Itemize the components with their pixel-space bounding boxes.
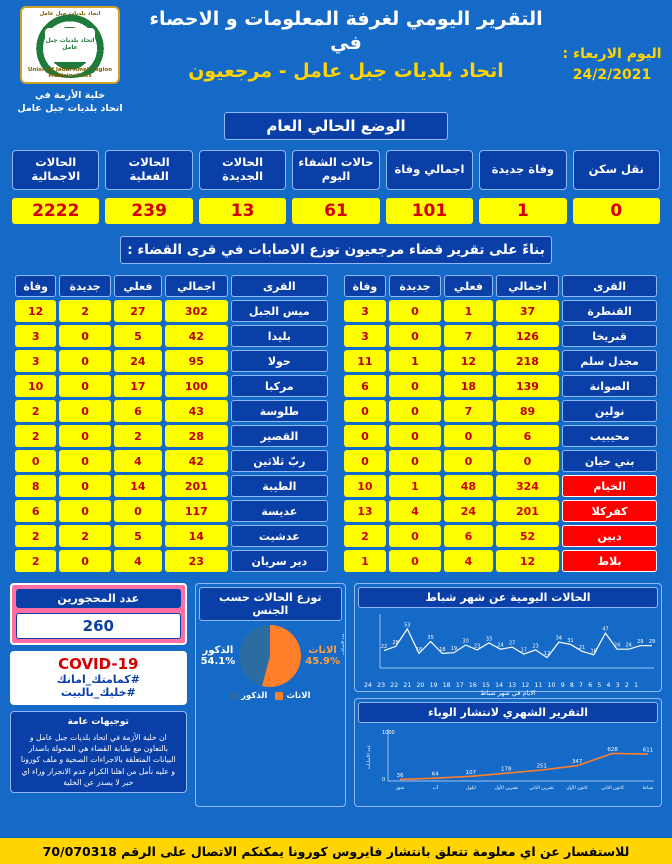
- cell-new: 2: [59, 300, 111, 322]
- cell-death: 3: [15, 350, 56, 372]
- cell-town: القنطرة: [562, 300, 657, 322]
- svg-text:628: 628: [607, 746, 618, 753]
- svg-text:كانون الثاني: كانون الثاني: [601, 786, 624, 791]
- kpi-value: 101: [386, 198, 473, 224]
- col-active: فعلي: [114, 275, 162, 297]
- x-tick: 15: [482, 682, 490, 689]
- cell-new: 0: [389, 525, 441, 547]
- svg-text:64: 64: [431, 771, 439, 778]
- gender-female-pct: 45.9%: [305, 656, 340, 667]
- table-row: [344, 350, 657, 372]
- col-death: وفاة: [344, 275, 386, 297]
- cell-death: 12: [15, 300, 56, 322]
- date-value: 24/2/2021: [572, 67, 652, 83]
- quarantine-panel: [10, 583, 187, 645]
- svg-text:عدد الاصابات: عدد الاصابات: [340, 633, 345, 655]
- gender-chart-body: [199, 621, 342, 689]
- svg-text:1000: 1000: [382, 730, 395, 736]
- cell-total: 12: [496, 550, 559, 572]
- x-tick: 2: [624, 682, 629, 689]
- cell-total: 126: [496, 325, 559, 347]
- cell-active: 7: [444, 400, 493, 422]
- cell-active: 4: [444, 550, 493, 572]
- cell-town: الطيبة: [231, 475, 328, 497]
- covid-hashtag-2: #خليك_بالبيت: [60, 686, 136, 699]
- svg-text:كانون الأول: كانون الأول: [566, 786, 588, 791]
- table-row: [344, 450, 657, 472]
- legend-female-label: الاناث: [286, 691, 311, 701]
- table-row: [15, 525, 328, 547]
- table-row: [344, 325, 657, 347]
- cell-active: 2: [114, 425, 162, 447]
- x-tick: 4: [606, 682, 611, 689]
- cell-active: 48: [444, 475, 493, 497]
- cell-new: 0: [59, 450, 111, 472]
- cell-total: 139: [496, 375, 559, 397]
- quarantine-value: 260: [16, 613, 181, 639]
- cell-new: 0: [59, 475, 111, 497]
- table-row: [15, 500, 328, 522]
- table-row: [15, 400, 328, 422]
- cell-new: 0: [389, 450, 441, 472]
- legend-swatch-male: [230, 692, 238, 700]
- x-tick: 14: [495, 682, 504, 689]
- col-active: فعلي: [444, 275, 493, 297]
- kpi-label: الحالات الاجمالية: [12, 150, 99, 190]
- page-title: [140, 0, 552, 82]
- cell-death: 6: [15, 500, 56, 522]
- svg-text:23: 23: [532, 643, 539, 650]
- svg-text:تشرين الأول: تشرين الأول: [494, 786, 519, 791]
- logo-block: [0, 0, 140, 116]
- gender-chart-panel: [195, 583, 346, 807]
- col-new: جديدة: [389, 275, 441, 297]
- kpi-value: 13: [199, 198, 286, 224]
- cell-total: 52: [496, 525, 559, 547]
- cell-total: 100: [165, 375, 228, 397]
- table-row: [344, 400, 657, 422]
- cell-town: محيبيب: [562, 425, 657, 447]
- x-tick: 18: [442, 682, 451, 689]
- svg-text:33: 33: [485, 636, 493, 643]
- cell-town: قبريخا: [562, 325, 657, 347]
- svg-text:34: 34: [555, 635, 562, 642]
- cell-active: 5: [114, 525, 162, 547]
- svg-text:611: 611: [642, 747, 654, 754]
- table-row: [15, 425, 328, 447]
- day-label: اليوم الاربعاء :: [562, 46, 662, 62]
- cell-death: 11: [344, 350, 386, 372]
- kpi-value: 1: [479, 198, 566, 224]
- x-tick: 9: [560, 682, 565, 689]
- cell-active: 4: [114, 450, 162, 472]
- cell-new: 0: [389, 550, 441, 572]
- table-row: [15, 550, 328, 572]
- svg-text:22: 22: [380, 644, 388, 651]
- footer-contact: للاستفسار عن اي معلومة تتعلق بانتشار فايروس كورونا يمكنكم الاتصال على الرقم 70/070318: [0, 838, 672, 864]
- notice-line-2: البيانات المتعلقة بالاجراءات الصحية و ملف كورونا: [20, 755, 176, 765]
- cell-total: 201: [496, 500, 559, 522]
- report-date: [552, 0, 672, 86]
- distribution-banner: بناءً على تقرير قضاء مرجعيون توزع الاصابات في قرى القضاء :: [120, 236, 552, 264]
- cell-new: 0: [389, 400, 441, 422]
- x-tick: 3: [615, 682, 620, 689]
- cell-active: 24: [444, 500, 493, 522]
- cell-death: 8: [15, 475, 56, 497]
- cell-active: 18: [444, 375, 493, 397]
- gender-male-pct: 54.1%: [200, 656, 236, 667]
- svg-text:31: 31: [567, 637, 574, 644]
- monthly-line-chart: [358, 725, 658, 799]
- kpi-value: 61: [292, 198, 379, 224]
- title-line-1: التقرير اليومي لغرفة المعلومات و الاحصاء في: [149, 8, 543, 54]
- cell-active: 1: [444, 300, 493, 322]
- svg-text:ايلول: ايلول: [466, 786, 476, 791]
- cell-active: 0: [114, 500, 162, 522]
- trend-charts: [340, 583, 662, 807]
- col-new: جديدة: [59, 275, 111, 297]
- cell-active: 27: [114, 300, 162, 322]
- col-total: اجمالي: [496, 275, 559, 297]
- table-row: [15, 350, 328, 372]
- svg-text:28: 28: [392, 639, 399, 646]
- x-tick: 24: [364, 682, 372, 689]
- x-tick: 23: [377, 682, 386, 689]
- cell-death: 2: [15, 425, 56, 447]
- quarantine-label: عدد المحجورين: [16, 589, 181, 608]
- svg-text:47: 47: [602, 626, 609, 633]
- table-row: [15, 325, 328, 347]
- cell-town: القصير: [231, 425, 328, 447]
- kpi-transfers: [573, 150, 660, 224]
- cell-town: ميس الجبل: [231, 300, 328, 322]
- cell-town: عدشيت: [231, 525, 328, 547]
- table-row: [15, 300, 328, 322]
- logo-center-text: اتحاد بلديات جبل عامل: [45, 28, 95, 62]
- x-tick: 11: [534, 682, 543, 689]
- table-row: [344, 500, 657, 522]
- table-row: [344, 525, 657, 547]
- gender-chart-title: توزع الحالات حسب الجنس: [199, 587, 342, 621]
- gender-male-label: الذكور: [202, 645, 234, 656]
- svg-text:251: 251: [536, 763, 547, 770]
- cell-death: 3: [344, 325, 386, 347]
- svg-text:29: 29: [648, 639, 656, 646]
- notice-title: توجيهات عامة: [67, 717, 129, 727]
- cell-active: 17: [114, 375, 162, 397]
- svg-text:24: 24: [497, 642, 504, 649]
- cell-new: 0: [59, 500, 111, 522]
- kpi-label: الحالات الجديدة: [199, 150, 286, 190]
- cell-town: مركبا: [231, 375, 328, 397]
- kpi-value: 2222: [12, 198, 99, 224]
- svg-text:18: 18: [439, 646, 446, 653]
- cell-death: 1: [344, 550, 386, 572]
- kpi-value: 239: [105, 198, 192, 224]
- svg-text:27: 27: [509, 640, 516, 647]
- table-row: [15, 475, 328, 497]
- bottom-section: [0, 575, 672, 807]
- cell-death: 10: [15, 375, 56, 397]
- covid-hashtag-1: #كمامتك_امانك: [56, 673, 140, 686]
- cell-death: 2: [15, 550, 56, 572]
- daily-x-tick-labels: [358, 682, 658, 689]
- cell-total: 324: [496, 475, 559, 497]
- cell-active: 0: [444, 450, 493, 472]
- general-notice-panel: [10, 711, 187, 793]
- table-row: [344, 300, 657, 322]
- cell-active: 14: [114, 475, 162, 497]
- gender-legend: [199, 689, 342, 701]
- cell-total: 0: [496, 450, 559, 472]
- cell-total: 42: [165, 325, 228, 347]
- cell-death: 13: [344, 500, 386, 522]
- svg-text:آب: آب: [432, 786, 439, 791]
- svg-text:107: 107: [465, 769, 477, 776]
- cell-new: 0: [389, 375, 441, 397]
- svg-text:16: 16: [590, 648, 597, 655]
- cell-total: 117: [165, 500, 228, 522]
- svg-text:12: 12: [543, 651, 551, 658]
- cell-death: 0: [344, 425, 386, 447]
- legend-female: [275, 691, 310, 701]
- covid-title: COVID-19: [58, 655, 139, 673]
- x-tick: 20: [416, 682, 425, 689]
- svg-text:18: 18: [415, 646, 423, 653]
- cell-death: 3: [15, 325, 56, 347]
- x-tick: 1: [634, 682, 638, 689]
- cell-active: 0: [444, 425, 493, 447]
- svg-text:29: 29: [637, 639, 644, 646]
- cell-total: 37: [496, 300, 559, 322]
- svg-text:23: 23: [474, 643, 481, 650]
- cell-active: 7: [444, 325, 493, 347]
- svg-text:0: 0: [382, 777, 386, 783]
- monthly-chart-panel: [354, 698, 662, 807]
- cell-town: كفركلا: [562, 500, 657, 522]
- svg-text:36: 36: [396, 772, 404, 779]
- cell-death: 0: [344, 450, 386, 472]
- x-tick: 6: [588, 682, 593, 689]
- x-tick: 19: [429, 682, 438, 689]
- cell-total: 14: [165, 525, 228, 547]
- kpi-new-deaths: [479, 150, 566, 224]
- cell-total: 6: [496, 425, 559, 447]
- kpi-label: نقل سكن: [573, 150, 660, 190]
- cell-active: 12: [444, 350, 493, 372]
- col-death: وفاة: [15, 275, 56, 297]
- cell-new: 2: [59, 525, 111, 547]
- svg-text:24: 24: [613, 642, 621, 649]
- svg-text:17: 17: [520, 647, 527, 654]
- gender-female-label: الاناث: [308, 645, 337, 656]
- cell-death: 2: [15, 525, 56, 547]
- col-total: اجمالي: [165, 275, 228, 297]
- cell-town: بليدا: [231, 325, 328, 347]
- kpi-row: [0, 150, 672, 224]
- side-panels: [10, 583, 187, 807]
- village-tables: [0, 264, 672, 575]
- kpi-label: اجمالي وفاة: [386, 150, 473, 190]
- svg-text:347: 347: [571, 759, 583, 766]
- kpi-active-cases: [105, 150, 192, 224]
- cell-new: 0: [59, 325, 111, 347]
- kpi-label: حالات الشفاء اليوم: [292, 150, 379, 190]
- cell-active: 5: [114, 325, 162, 347]
- notice-line-3: و عليه نأمل من اهلنا الكرام عدم الانجرار وراء اي خبر لا يصدر عن الخلية: [21, 766, 176, 788]
- cell-new: 1: [389, 350, 441, 372]
- cell-new: 1: [389, 475, 441, 497]
- svg-text:30: 30: [462, 638, 469, 645]
- x-tick: 5: [597, 682, 602, 689]
- kpi-recovered-today: [292, 150, 379, 224]
- x-tick: 16: [468, 682, 477, 689]
- logo-bottom-text: Union of Jabal Amel Region Municipalities: [27, 67, 113, 79]
- cell-town: الخيام: [562, 475, 657, 497]
- table-row: [15, 450, 328, 472]
- cell-town: بني حيان: [562, 450, 657, 472]
- logo-caption-line1: خلية الأزمة في: [34, 90, 106, 101]
- x-tick: 21: [403, 682, 412, 689]
- svg-text:24: 24: [625, 642, 632, 649]
- legend-swatch-female: [275, 692, 283, 700]
- cell-town: نولين: [562, 400, 657, 422]
- cell-town: ربّ ثلاثين: [231, 450, 328, 472]
- table-header-row: [344, 275, 657, 297]
- gender-pie-chart: [239, 625, 301, 687]
- cell-town: بلاط: [562, 550, 657, 572]
- cell-total: 218: [496, 350, 559, 372]
- table-row: [344, 475, 657, 497]
- svg-text:178: 178: [501, 766, 512, 773]
- cell-death: 2: [344, 525, 386, 547]
- cell-town: حولا: [231, 350, 328, 372]
- kpi-new-cases: [199, 150, 286, 224]
- daily-line-chart: [340, 610, 658, 682]
- svg-text:شباط: شباط: [642, 786, 654, 791]
- cell-death: 0: [15, 450, 56, 472]
- cell-new: 0: [59, 375, 111, 397]
- cell-total: 201: [165, 475, 228, 497]
- svg-text:تشرين الثاني: تشرين الثاني: [529, 786, 555, 791]
- svg-text:تموز: تموز: [395, 786, 405, 791]
- cell-town: دبين: [562, 525, 657, 547]
- cell-total: 302: [165, 300, 228, 322]
- cell-death: 3: [344, 300, 386, 322]
- cell-new: 0: [59, 550, 111, 572]
- x-tick: 7: [579, 682, 583, 689]
- logo-caption: [17, 90, 122, 116]
- cell-total: 28: [165, 425, 228, 447]
- cell-death: 6: [344, 375, 386, 397]
- village-table-left: [341, 272, 660, 575]
- monthly-chart-title: التقرير الشهري لانتشار الوباء: [358, 702, 658, 723]
- kpi-total-cases: [12, 150, 99, 224]
- svg-text:عدد الاصابات: عدد الاصابات: [367, 744, 372, 770]
- svg-text:53: 53: [404, 622, 411, 629]
- table-header-row: [15, 275, 328, 297]
- status-banner: الوضع الحالي العام: [224, 112, 448, 140]
- cell-new: 0: [59, 400, 111, 422]
- logo-top-text: اتحاد بلديات جبل عامل: [39, 11, 101, 17]
- cell-active: 6: [114, 400, 162, 422]
- svg-text:19: 19: [450, 646, 458, 653]
- cell-new: 0: [389, 300, 441, 322]
- title-line-2: اتحاد بلديات جبل عامل - مرجعيون: [188, 59, 504, 82]
- daily-chart-area: [340, 610, 658, 697]
- cell-active: 4: [114, 550, 162, 572]
- cell-death: 0: [344, 400, 386, 422]
- village-table-right: [12, 272, 331, 575]
- kpi-value: 0: [573, 198, 660, 224]
- x-tick: 10: [547, 682, 556, 689]
- cell-active: 6: [444, 525, 493, 547]
- cell-new: 0: [59, 350, 111, 372]
- x-tick: 13: [508, 682, 517, 689]
- cell-town: طلوسة: [231, 400, 328, 422]
- cell-new: 4: [389, 500, 441, 522]
- daily-chart-panel: [340, 583, 662, 697]
- cell-death: 10: [344, 475, 386, 497]
- x-tick: 22: [390, 682, 399, 689]
- kpi-total-deaths: [386, 150, 473, 224]
- legend-male: [230, 691, 267, 701]
- svg-text:35: 35: [427, 635, 434, 641]
- logo-caption-line2: اتحاد بلديات جبل عامل: [17, 102, 123, 114]
- kpi-label: الحالات الفعلية: [105, 150, 192, 190]
- cell-total: 43: [165, 400, 228, 422]
- cell-town: عديسة: [231, 500, 328, 522]
- col-town: القرى: [231, 275, 328, 297]
- daily-x-axis-title: الايام في شهر شباط: [480, 689, 536, 697]
- x-tick: 12: [521, 682, 530, 689]
- daily-chart-title: الحالات اليومية عن شهر شباط: [358, 587, 658, 608]
- covid-awareness-panel: [10, 651, 187, 705]
- monthly-chart-area: [358, 725, 658, 803]
- report-header: [0, 0, 672, 112]
- cell-town: مجدل سلم: [562, 350, 657, 372]
- union-logo-icon: [20, 6, 120, 84]
- table-row: [344, 550, 657, 572]
- cell-total: 89: [496, 400, 559, 422]
- cell-town: الصوانة: [562, 375, 657, 397]
- notice-line-1: ان خلية الأزمة في اتحاد بلديات جبل عامل و بالتعاون مع طبابة القضاء هي المخولة باصدار: [28, 732, 168, 753]
- cell-total: 23: [165, 550, 228, 572]
- cell-total: 42: [165, 450, 228, 472]
- table-row: [344, 375, 657, 397]
- x-tick: 17: [455, 682, 464, 689]
- x-tick: 8: [569, 682, 574, 689]
- table-row: [15, 375, 328, 397]
- cell-active: 24: [114, 350, 162, 372]
- cell-death: 2: [15, 400, 56, 422]
- cell-new: 0: [389, 425, 441, 447]
- cell-new: 0: [59, 425, 111, 447]
- col-town: القرى: [562, 275, 657, 297]
- cell-new: 0: [389, 325, 441, 347]
- kpi-label: وفاة جديدة: [479, 150, 566, 190]
- legend-male-label: الذكور: [241, 691, 268, 701]
- svg-text:21: 21: [578, 644, 586, 651]
- cell-town: دير سريان: [231, 550, 328, 572]
- table-row: [344, 425, 657, 447]
- cell-total: 95: [165, 350, 228, 372]
